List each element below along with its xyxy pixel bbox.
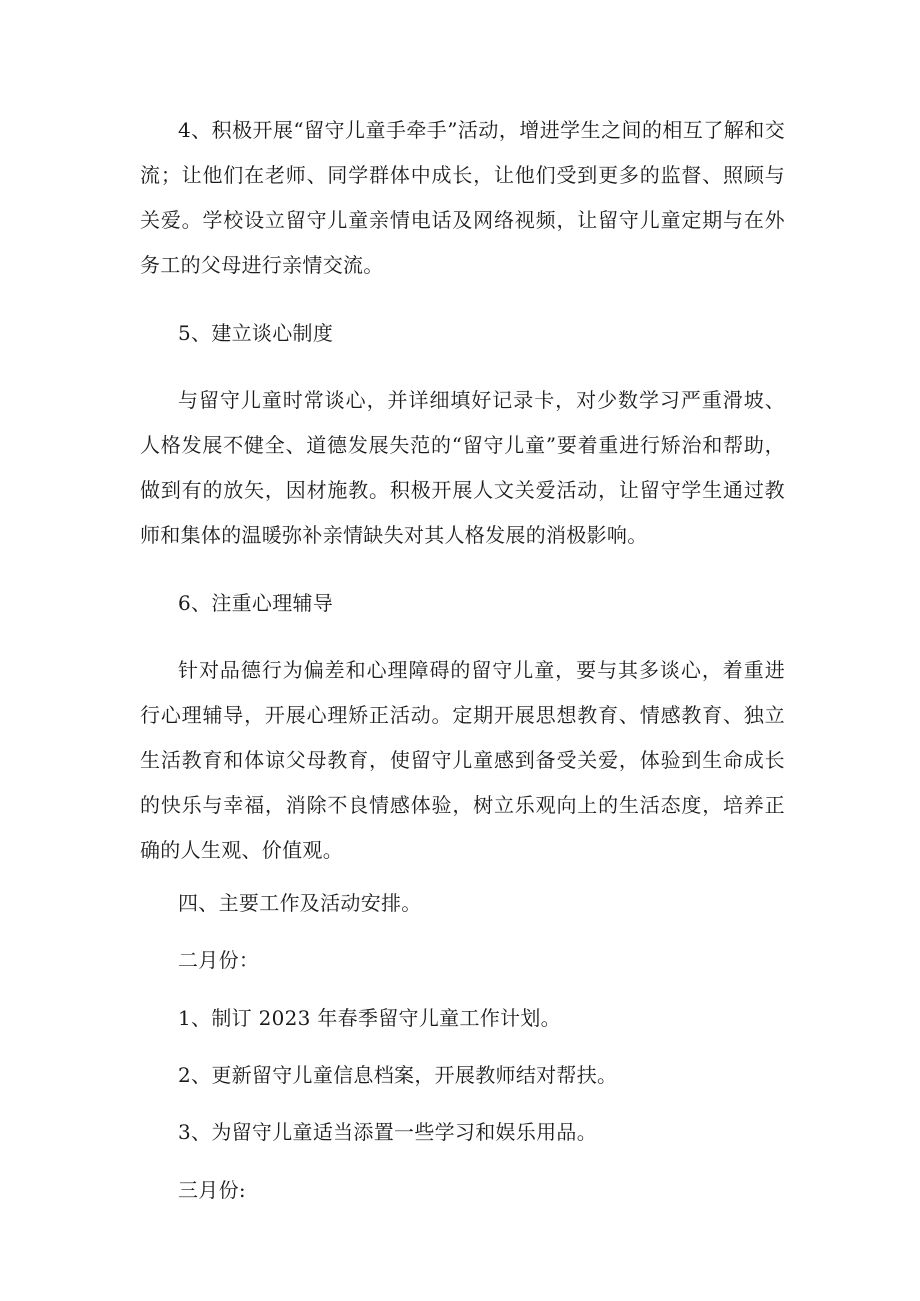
month-heading-february: 二月份： [178,948,260,972]
paragraph-hand-in-hand: 4、积极开展“留守儿童手牵手”活动，增进学生之间的相互了解和交流；让他们在老师、同学群体中成长，让他们受到更多的监督、照顾与关爱。学校设立留守儿童亲情电话及网络视频，让留守儿童定期与在外务工的父母进行亲情交流。 [140,118,785,277]
heading-heart-to-heart: 5、建立谈心制度 [178,321,334,345]
paragraph-psych-counseling: 针对品德行为偏差和心理障碍的留守儿童，要与其多谈心，着重进行心理辅导，开展心理矫正活动。定期开展思想教育、情感教育、独立生活教育和体谅父母教育，使留守儿童感到备受关爱，体验到生命成长的快乐与幸福，消除不良情感体验，树立乐观向上的生活态度，培养正确的人生观、价值观。 [140,658,785,862]
paragraph-heart-to-heart: 与留守儿童时常谈心，并详细填好记录卡，对少数学习严重滑坡、人格发展不健全、道德发展失范的“留守儿童”要着重进行矫治和帮助，做到有的放矢，因材施教。积极开展人文关爱活动，让留守学生通过教师和集体的温暖弥补亲情缺失对其人格发展的消极影响。 [140,388,785,547]
section-heading-activities: 四、主要工作及活动安排。 [178,891,422,915]
list-item-1: 1、制订 2023 年春季留守儿童工作计划。 [178,1006,561,1030]
heading-psych-counseling: 6、注重心理辅导 [178,591,334,615]
month-heading-march: 三月份: [178,1178,246,1202]
list-item-2: 2、更新留守儿童信息档案，开展教师结对帮扶。 [178,1063,618,1087]
list-item-3: 3、为留守儿童适当添置一些学习和娱乐用品。 [178,1120,598,1144]
